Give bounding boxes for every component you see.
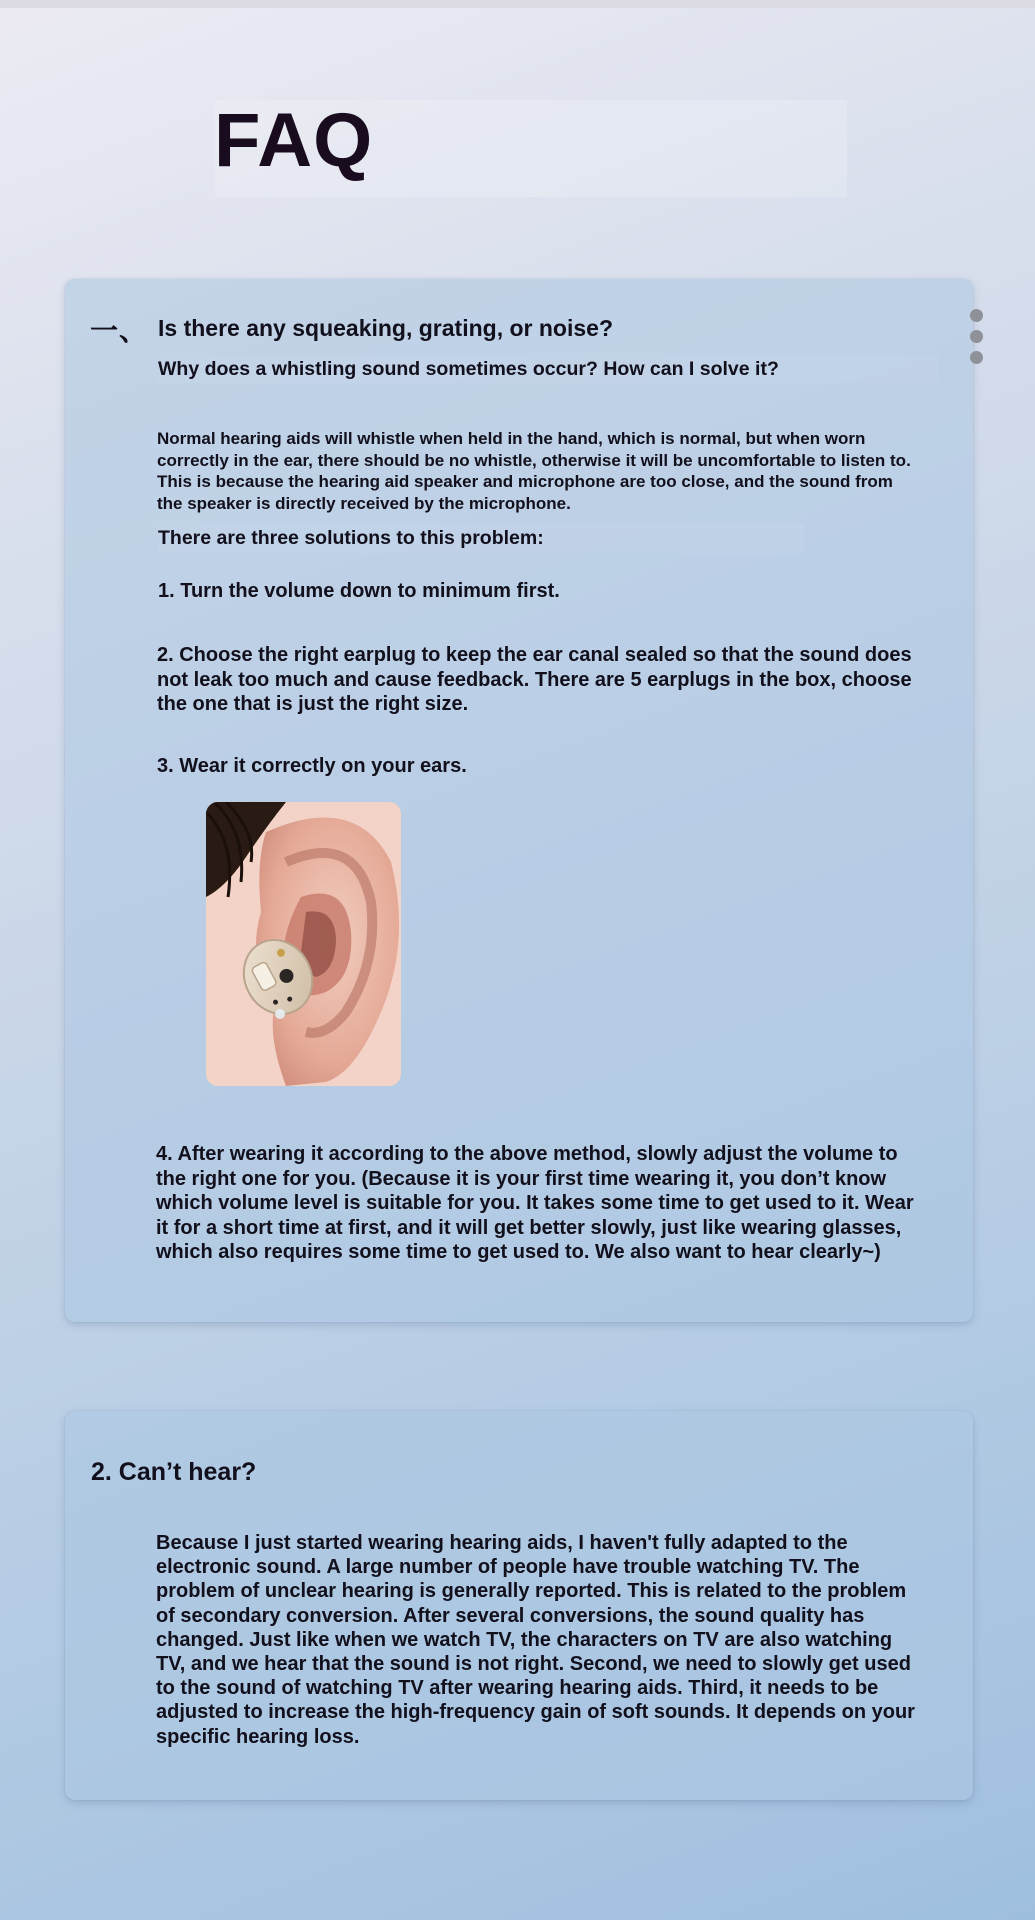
solution-step-3: 3. Wear it correctly on your ears. bbox=[157, 755, 467, 777]
solution-step-2: 2. Choose the right earplug to keep the ear canal sealed so that the sound does not leak too much and cause feedback. There are 5 earplugs in the box, choose the one that is just the right size. bbox=[157, 644, 912, 715]
solutions-heading: There are three solutions to this problem: bbox=[158, 523, 804, 553]
page-title: FAQ bbox=[214, 98, 374, 183]
ear-illustration bbox=[206, 802, 401, 1086]
top-strip bbox=[0, 0, 1035, 8]
ear-hearing-aid-photo bbox=[206, 802, 401, 1086]
question-marker: 一、 bbox=[90, 315, 149, 346]
question-subtitle: Why does a whistling sound sometimes occur? How can I solve it? bbox=[158, 355, 938, 383]
dot bbox=[970, 309, 983, 322]
vertical-dots-icon[interactable] bbox=[970, 309, 986, 372]
dot bbox=[970, 351, 983, 364]
answer-intro: Normal hearing aids will whistle when held in the hand, which is normal, but when worn correctly in the ear, there should be no whistle, otherwise it will be uncomfortable to listen to. This is because the hearing aid speaker and microphone are too close, and the sound from the speaker is directly received by the microphone. bbox=[157, 429, 911, 513]
question-2-title: 2. Can’t hear? bbox=[91, 1458, 257, 1486]
dot bbox=[970, 330, 983, 343]
solution-step-4: 4. After wearing it according to the above method, slowly adjust the volume to the right one for you. (Because it is your first time wearing it, you don’t know which volume level is suitable for you. It takes some time to get used to it. Wear it for a short time at first, and it will get better slowly, just like wearing glasses, which also requires some time to get used to. We also want to hear clearly~) bbox=[156, 1143, 914, 1263]
question-title: Is there any squeaking, grating, or noise? bbox=[158, 315, 613, 341]
solution-step-1: 1. Turn the volume down to minimum first. bbox=[158, 580, 560, 602]
question-2-answer: Because I just started wearing hearing aids, I haven't fully adapted to the electronic sound. A large number of people have trouble watching TV. The problem of unclear hearing is generally reported. This is related to the problem of secondary conversion. After several conversions, the sound quality has changed. Just like when we watch TV, the characters on TV are also watching TV, and we hear that the sound is not right. Second, we need to slowly get used to the sound of watching TV after wearing hearing aids. Third, it needs to be adjusted to increase the high-frequency gain of soft sounds. It depends on your specific hearing loss. bbox=[156, 1532, 915, 1748]
